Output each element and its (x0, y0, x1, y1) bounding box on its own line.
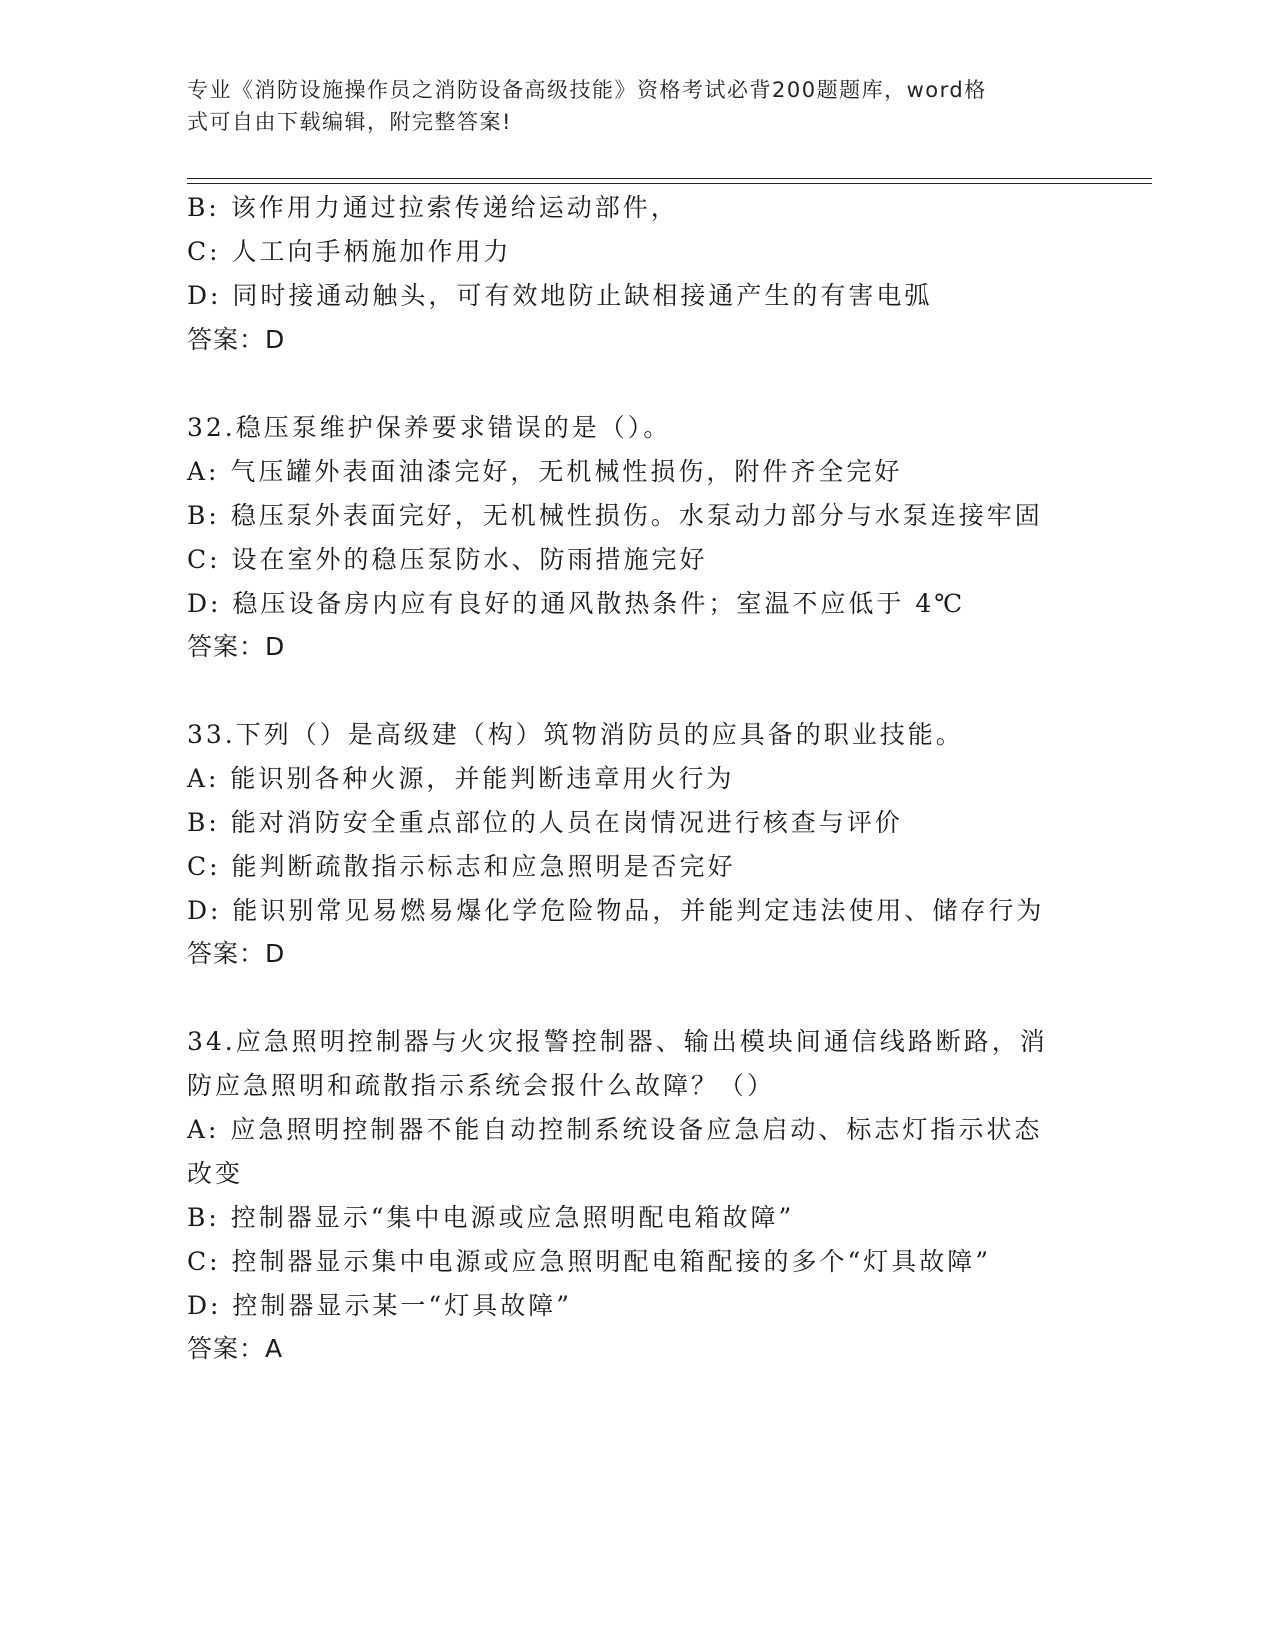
document-header (187, 74, 1067, 138)
q34-option-a-line-1: A: 应急照明控制器不能自动控制系统设备应急启动、标志灯指示状态 (187, 1115, 1043, 1144)
q32-option-a: A: 气压罐外表面油漆完好，无机械性损伤，附件齐全完好 (187, 457, 903, 486)
q34-question-line-2: 防应急照明和疏散指示系统会报什么故障？（） (187, 1071, 776, 1100)
q34-option-d: D: 控制器显示某一“灯具故障” (187, 1291, 572, 1320)
q34-option-a-line-2: 改变 (187, 1159, 244, 1188)
header-line-1: 专业《消防设施操作员之消防设备高级技能》资格考试必背200题题库，word格 (187, 78, 987, 102)
q31-answer: 答案：D (187, 325, 286, 354)
header-divider-bottom (187, 183, 1152, 184)
q33-option-b: B: 能对消防安全重点部位的人员在岗情况进行核查与评价 (187, 808, 903, 837)
q31-option-c: C: 人工向手柄施加作用力 (187, 237, 512, 266)
q31-option-d: D: 同时接通动触头，可有效地防止缺相接通产生的有害电弧 (187, 281, 933, 310)
q32-option-c: C: 设在室外的稳压泵防水、防雨措施完好 (187, 545, 708, 574)
q34-question-line-1: 34.应急照明控制器与火灾报警控制器、输出模块间通信线路断路，消 (187, 1027, 1048, 1056)
header-divider-top (187, 178, 1152, 179)
q34-option-b: B: 控制器显示“集中电源或应急照明配电箱故障” (187, 1203, 795, 1232)
q33-answer: 答案：D (187, 939, 286, 968)
q34-option-c: C: 控制器显示集中电源或应急照明配电箱配接的多个“灯具故障” (187, 1247, 992, 1276)
header-line-2: 式可自由下载编辑，附完整答案! (187, 110, 512, 134)
q32-answer: 答案：D (187, 632, 286, 661)
q32-question: 32.稳压泵维护保养要求错误的是（）。 (187, 413, 672, 442)
q33-option-c: C: 能判断疏散指示标志和应急照明是否完好 (187, 852, 736, 881)
q33-option-a: A: 能识别各种火源，并能判断违章用火行为 (187, 764, 735, 793)
q33-option-d: D: 能识别常见易燃易爆化学危险物品，并能判定违法使用、储存行为 (187, 896, 1045, 925)
q32-option-b: B: 稳压泵外表面完好，无机械性损伤。水泵动力部分与水泵连接牢固 (187, 501, 1043, 530)
q32-option-d: D: 稳压设备房内应有良好的通风散热条件；室温不应低于 4℃ (187, 589, 966, 618)
q33-question: 33.下列（）是高级建（构）筑物消防员的应具备的职业技能。 (187, 720, 964, 749)
q31-option-b: B: 该作用力通过拉索传递给运动部件， (187, 193, 679, 222)
q34-answer: 答案：A (187, 1334, 284, 1363)
